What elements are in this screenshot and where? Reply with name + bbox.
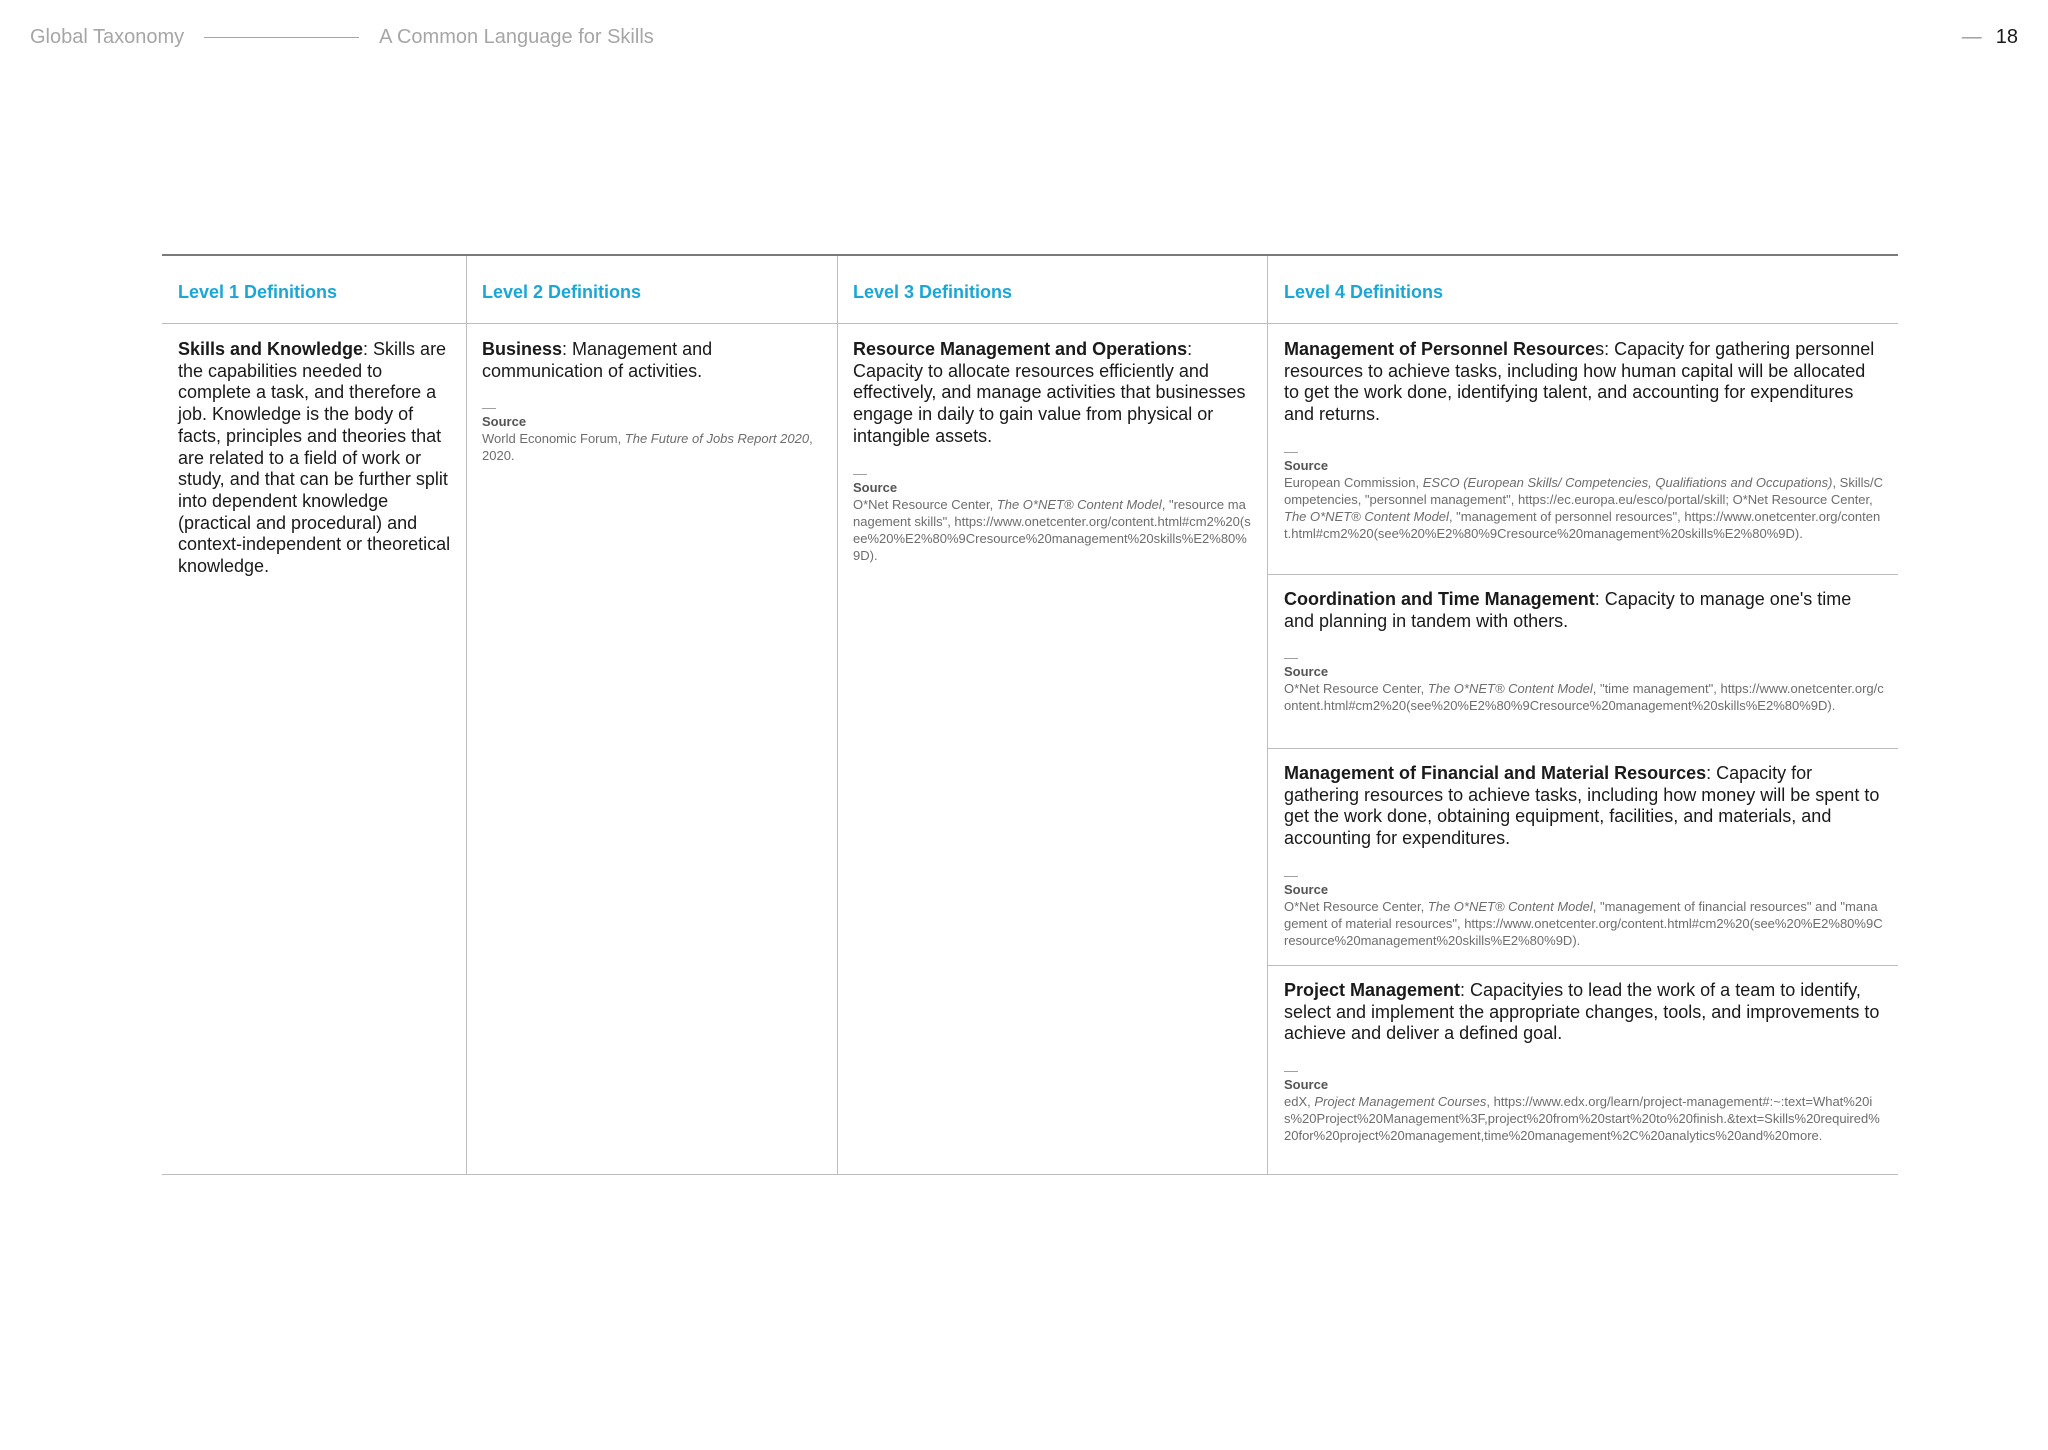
source-label: Source (1284, 457, 1329, 473)
level-4-definition (1284, 339, 1884, 426)
level-4-entry (1284, 589, 1884, 714)
source-label: Source (1284, 1077, 1329, 1093)
source-dash: — (1284, 649, 1298, 666)
level-4-text: : Capacity to manage one's time and planning in tandem with others. (1284, 589, 1852, 631)
level-4-term: Management of Financial and Material Resources (1284, 763, 1707, 783)
level-2-cell (482, 339, 822, 464)
table-header-row (162, 256, 1898, 324)
header-rule (204, 37, 359, 38)
level-2-term: Business (482, 339, 563, 359)
level-4-definition (1284, 763, 1884, 850)
header-left (30, 26, 654, 49)
level-4-term: Management of Personnel Resource (1284, 339, 1596, 359)
source-dash: — (853, 464, 867, 481)
level-1-text: : Skills are the capabilities needed to complete a task, and therefore a job. Knowledge is the body of facts, principles and theories that are related to a field of work or study, and that can be further split into dependent knowledge (practical and procedural) and context-independent or theoretical knowledge. (178, 339, 451, 577)
source-dash: — (1284, 1062, 1298, 1079)
header-level-4: Level 4 Definitions (1284, 282, 1444, 302)
source-label: Source (853, 479, 898, 495)
level-1-term: Skills and Knowledge (178, 339, 364, 359)
level-4-definition (1284, 980, 1884, 1045)
source-dash: — (1284, 866, 1298, 883)
page-number: 18 (1995, 26, 2018, 48)
level-4-entry (1284, 980, 1884, 1144)
level-3-text: : Capacity to allocate resources efficiently and effectively, and manage activities that businesses engage in daily to gain value from physical or intangible assets. (853, 339, 1246, 446)
row-divider (1267, 965, 1898, 966)
level-4-source: O*Net Resource Center, The O*NET® Content Model, "management of financial resources" and "management of material resources", https://www.onetcenter.org/content.html#cm2%20(see%20%E2%80%9Cresource%20management%20skills%E2%80%9D). (1284, 898, 1883, 948)
level-4-source: edX, Project Management Courses, https://www.edx.org/learn/project-management#:~:text=What%20is%20Project%20Management%3F,project%20from%20start%20to%20finish.&text=Skills%20required%20for%20project%20management,time%20management%2C%20analytics%20and%20more. (1284, 1094, 1880, 1144)
level-4-text: : Capacity for gathering resources to achieve tasks, including how money will be spent to get the work done, obtaining equipment, facilities, and materials, and accounting for expenditures. (1284, 763, 1880, 849)
source-label: Source (1284, 881, 1329, 897)
column-divider (466, 256, 467, 1174)
column-divider (837, 256, 838, 1174)
page-number-dash: — (1961, 26, 1982, 48)
source-dash: — (1284, 442, 1298, 459)
page-header (30, 26, 2018, 56)
level-4-source: European Commission, ESCO (European Skills/ Competencies, Qualifiations and Occupations), Skills/Competencies, "personnel management", https://ec.europa.eu/esco/portal/skill; O*Net Resource Center, The O*NET® Content Model, "management of personnel resources", https://www.onetcenter.org/content.html#cm2%20(see%20%E2%80%9Cresource%20management%20skills%E2%80%9D). (1284, 474, 1883, 541)
level-2-definition (482, 339, 822, 382)
level-4-term: Coordination and Time Management (1284, 589, 1595, 609)
level-4-text: : Capacityies to lead the work of a team to identify, select and implement the appropriate changes, tools, and improvements to achieve and deliver a defined goal. (1284, 980, 1880, 1044)
level-1-definition (178, 339, 454, 578)
header-level-1: Level 1 Definitions (178, 282, 338, 302)
source-label: Source (482, 414, 527, 430)
level-4-text: s: Capacity for gathering personnel resources to achieve tasks, including how human capital will be allocated to get the work done, identifying talent, and accounting for expenditures and returns. (1284, 339, 1875, 425)
header-level-2: Level 2 Definitions (482, 282, 642, 302)
level-4-source: O*Net Resource Center, The O*NET® Content Model, "time management", https://www.onetcenter.org/content.html#cm2%20(see%20%E2%80%9Cresource%20management%20skills%E2%80%9D). (1284, 681, 1884, 714)
document-subtitle: A Common Language for Skills (379, 26, 654, 48)
header-level-3: Level 3 Definitions (853, 282, 1013, 302)
header-right (1962, 26, 2018, 49)
level-3-source: O*Net Resource Center, The O*NET® Content Model, "resource management skills", https://www.onetcenter.org/content.html#cm2%20(see%20%E2%80%9Cresource%20management%20skills%E2%80%9D). (853, 496, 1251, 563)
column-divider (1267, 256, 1268, 1174)
level-2-text: : Management and communication of activities. (482, 339, 713, 381)
row-divider (1267, 748, 1898, 749)
row-divider (1267, 574, 1898, 575)
level-3-definition (853, 339, 1253, 448)
level-4-entry (1284, 339, 1884, 542)
document-title: Global Taxonomy (30, 26, 185, 48)
source-dash: — (482, 399, 496, 416)
definitions-table (162, 254, 1898, 1175)
level-1-cell (178, 339, 454, 578)
level-2-source: World Economic Forum, The Future of Jobs Report 2020, 2020. (482, 431, 813, 464)
level-4-term: Project Management (1284, 980, 1461, 1000)
level-4-definition (1284, 589, 1884, 632)
level-4-entry (1284, 763, 1884, 949)
source-label: Source (1284, 664, 1329, 680)
level-3-term: Resource Management and Operations (853, 339, 1188, 359)
level-3-cell (853, 339, 1253, 564)
